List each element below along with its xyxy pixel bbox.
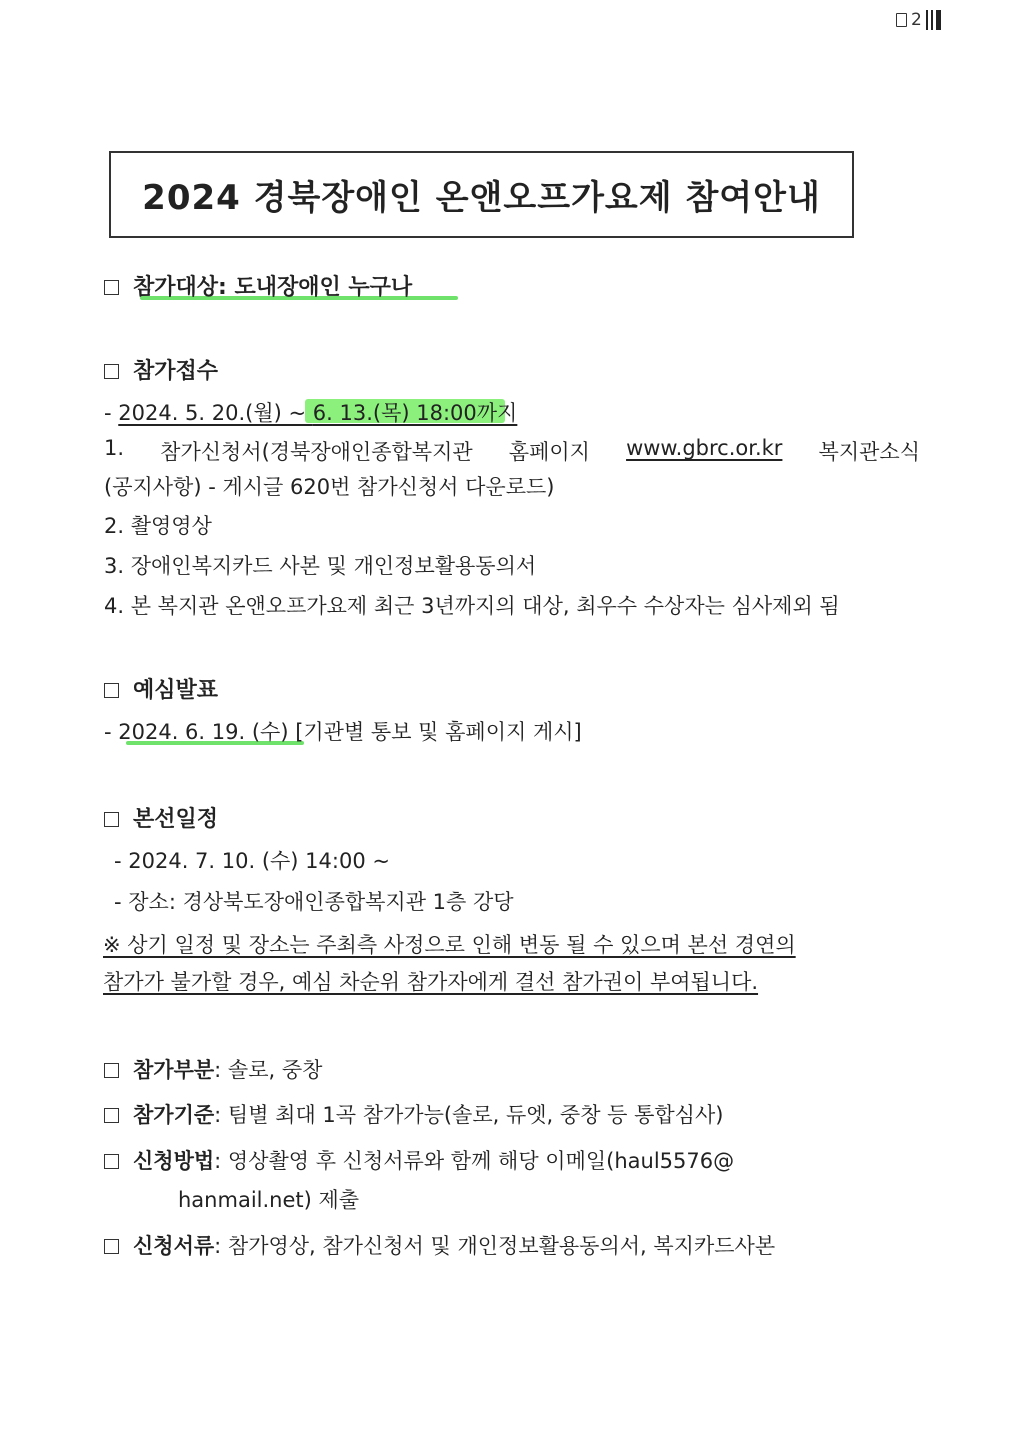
barcode-icon [926,10,941,30]
method-label: 신청방법 [133,1149,215,1173]
category-value: : 솔로, 중창 [214,1058,323,1082]
registration-item-1-line2: (공지사항) - 게시글 620번 참가신청서 다운로드) [104,475,555,499]
final-venue: - 장소: 경상북도장애인종합복지관 1층 강당 [114,890,514,914]
registration-item-1 [104,436,920,466]
method-value-line2: hanmail.net) 제출 [178,1188,360,1212]
category-label: 참가부분 [133,1058,215,1082]
final-datetime: - 2024. 7. 10. (수) 14:00 ~ [114,849,390,873]
item1-number: 1. [104,436,125,460]
section-criteria [104,1099,723,1129]
checkbox-icon [104,364,119,379]
final-heading: 본선일정 [133,807,219,832]
checkbox-icon [104,1108,119,1123]
section-registration [104,354,218,385]
document-icon [896,13,907,27]
checkbox-icon [104,1239,119,1254]
period-end: 6. 13.(목) 18:00까지 [312,401,518,425]
period-start: 2024. 5. 20.(월) ~ [118,401,313,425]
period-prefix: - [104,401,119,425]
title-box [109,151,854,238]
section-prelim [104,673,218,704]
item1-form: 참가신청서(경북장애인종합복지관 [160,440,473,464]
method-value: : 영상촬영 후 신청서류와 함께 해당 이메일(haul5576@ [214,1149,735,1173]
prelim-announcement [104,716,582,746]
registration-heading: 참가접수 [133,359,219,384]
criteria-label: 참가기준 [133,1103,215,1127]
prelim-prefix: - [104,720,119,744]
section-method [104,1145,734,1175]
section-target [104,270,412,301]
registration-item-4: 4. 본 복지관 온앤오프가요제 최근 3년까지의 대상, 최우수 수상자는 심사제외 됨 [104,594,840,618]
checkbox-icon [104,683,119,698]
target-value: 도내장애인 누구나 [234,275,413,300]
documents-label: 신청서류 [133,1234,215,1258]
documents-value: : 참가영상, 참가신청서 및 개인정보활용동의서, 복지카드사본 [214,1234,776,1258]
page-title: 2024 경북장애인 온앤오프가요제 참여안내 [142,178,821,218]
prelim-note: [기관별 통보 및 홈페이지 게시] [288,720,582,744]
section-final [104,802,218,833]
page-number: 2 [911,10,922,30]
final-notice-line2: 참가가 불가할 경우, 예심 차순위 참가자에게 결선 참가권이 부여됩니다. [103,970,759,994]
checkbox-icon [104,280,119,295]
registration-period [104,397,517,427]
item1-news: 복지관소식 [818,440,920,464]
criteria-value: : 팀별 최대 1곡 참가가능(솔로, 듀엣, 중창 등 통합심사) [214,1103,724,1127]
registration-item-3: 3. 장애인복지카드 사본 및 개인정보활용동의서 [104,554,537,578]
checkbox-icon [104,1063,119,1078]
checkbox-icon [104,812,119,827]
item1-url-link[interactable]: www.gbrc.or.kr [626,436,783,460]
section-documents [104,1230,775,1260]
prelim-heading: 예심발표 [133,678,219,703]
target-label: 참가대상: [133,275,227,300]
prelim-date: 2024. 6. 19. (수) [118,720,289,744]
page-number-mark [896,10,941,30]
final-notice-line1: ※ 상기 일정 및 장소는 주최측 사정으로 인해 변동 될 수 있으며 본선 경연의 [103,933,796,957]
registration-item-2: 2. 촬영영상 [104,514,212,538]
item1-homepage: 홈페이지 [508,440,590,464]
section-category [104,1054,322,1084]
checkbox-icon [104,1154,119,1169]
